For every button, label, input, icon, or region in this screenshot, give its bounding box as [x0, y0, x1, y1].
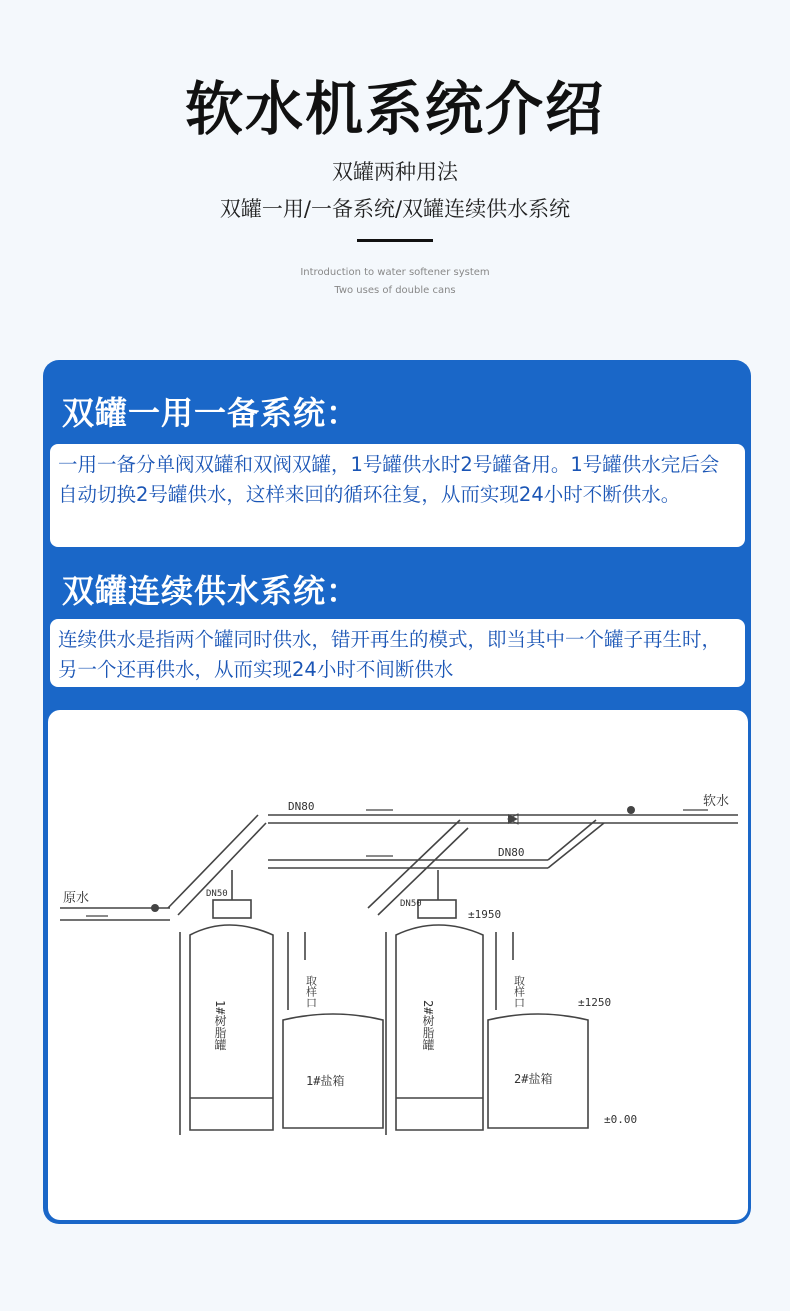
section-text-standby: 一用一备分单阀双罐和双阀双罐，1号罐供水时2号罐备用。1号罐供水完后会自动切换2号罐供水，这样来回的循环往复，从而实现24小时不断供水。 — [50, 444, 745, 547]
tank2-label: 2#树脂罐 — [421, 1000, 435, 1051]
title-divider — [357, 239, 433, 242]
soft-water-label: 软水 — [703, 794, 730, 809]
english-subtitle-line1: Introduction to water softener system — [300, 267, 490, 278]
pipe-dn80-top-label: DN80 — [288, 800, 315, 813]
english-subtitle-line2: Two uses of double cans — [334, 285, 456, 296]
pipe-dn80-mid-label: DN80 — [498, 846, 525, 859]
raw-water-label: 原水 — [63, 891, 90, 906]
brine-tank2-label: 2#盐箱 — [514, 1072, 553, 1086]
elevation-1950-label: ±1950 — [468, 908, 502, 921]
page-title: 软水机系统介绍 — [184, 75, 605, 143]
sample-port-1-label: 取样口 — [304, 975, 318, 1008]
brine-tank1-label: 1#盐箱 — [306, 1074, 345, 1088]
sample-port-2-label: 取样口 — [512, 975, 526, 1008]
subtitle-line2: 双罐一用/一备系统/双罐连续供水系统 — [219, 197, 571, 221]
subtitle-line1: 双罐两种用法 — [332, 160, 458, 184]
valve-dn50-left-label: DN50 — [206, 889, 228, 899]
diagram-container — [48, 710, 748, 1220]
tank1-label: 1#树脂罐 — [213, 1000, 227, 1051]
elevation-000-label: ±0.00 — [604, 1113, 638, 1126]
section-text-continuous: 连续供水是指两个罐同时供水，错开再生的模式，即当其中一个罐子再生时，另一个还再供水，从而实现24小时不间断供水 — [50, 619, 745, 687]
section-heading-standby: 双罐一用一备系统： — [62, 394, 360, 432]
section-heading-continuous: 双罐连续供水系统： — [62, 572, 360, 610]
elevation-1250-label: ±1250 — [578, 996, 612, 1009]
softener-system-diagram — [48, 710, 748, 1220]
valve-dn50-right-label: DN50 — [400, 899, 422, 909]
